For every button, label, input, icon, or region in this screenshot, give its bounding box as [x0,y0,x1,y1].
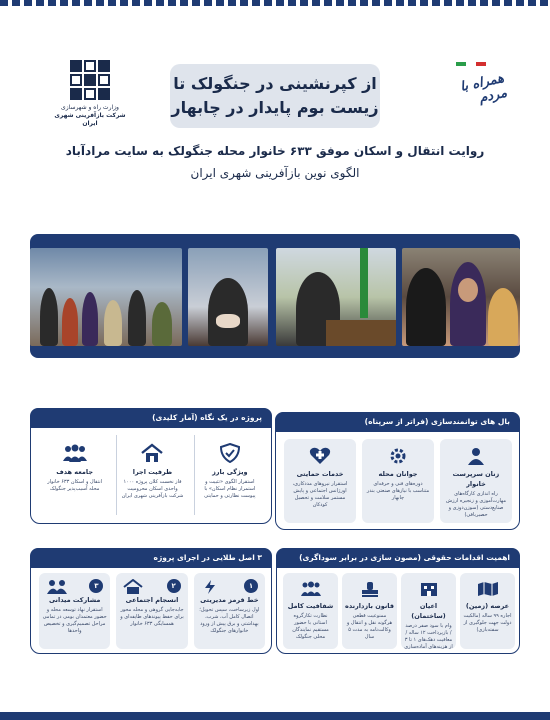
card-women [440,439,512,523]
principle-number: ۲ [167,579,181,593]
card-desc: نظارت تکارگروه استانی با حضور مستقیم نمایندگان محلی جنگولک [292,613,329,640]
subtitle [0,140,550,184]
health-icon [308,447,332,465]
card-desc: استقرار الگوی «تثبیت و استمرار نظام اسکان» با پیوست نظارتی و حمایتی [204,479,256,499]
card-transparency [283,573,338,649]
panel-principles [30,548,272,654]
photo-speaker [188,248,268,346]
shield-icon [218,443,242,463]
card-title: زنان سرپرست خانوار [452,470,500,488]
panel-legal [276,548,520,654]
header [0,52,550,132]
panel-empowerment-title: بال های توانمندسازی (فراتر از سرپناه) [275,412,520,432]
photo-women [402,248,520,346]
card-youth [362,439,434,523]
card-title: انسجام اجتماعی [125,596,179,604]
gear-icon [386,447,410,465]
woman-icon [464,447,488,465]
card-title: جامعه هدف [56,468,94,476]
brand-text: همراه با مردم [459,71,509,107]
card-desc: وام با سود صفر درصد / بازپرداخت ۱۲ ساله / معافیت دهک‌های ۱ تا ۳ از هزینه‌های آماده‌سازی [404,623,453,650]
team-icon [300,581,322,597]
map-icon [477,581,499,597]
card-desc: اجاره ۹۹ ساله (مالکیت دولت جهت جلوگیری از سفته‌بازی) [463,613,512,633]
org-name-line1: وزارت راه و شهرسازی [61,104,119,111]
house-icon [140,443,164,463]
card-building [401,573,456,649]
people-icon [61,443,89,463]
home-group-icon [123,579,143,595]
card-desc: فاز نخست کلان پروژه ۱۰۰۰ واحدی اسکان محرومیت شرکت بازآفرینی شهری ایران [121,479,184,499]
card-title: خدمات حمایتی [296,470,344,478]
card-principle-2 [116,573,187,649]
card-title: جوانان محله [378,470,418,478]
bolt-icon [201,579,219,595]
card-title: ظرفیت اجرا [132,468,173,476]
card-title: خط قرمز مدیریتی [200,596,259,604]
card-desc: انتقال و اسکان ۶۳۳ خانوار محله آسیب‌پذیر جنگولک [47,479,103,492]
card-title: قانون بازدارنده [345,602,394,610]
card-desc: ممنوعیت قطعی هرگونه نقل و انتقال و وکالت‌نامه به مدت ۵ سال [346,613,393,640]
card-title: مشارکت میدانی [48,596,101,604]
bottom-stripe [0,712,550,720]
panel-snapshot-title: پروژه در یک نگاه (آمار کلیدی) [30,408,272,428]
card-target [39,435,110,515]
card-title: عرصه (زمین) [465,602,510,610]
title-line2: زیست بوم پایدار در چابهار [171,98,379,117]
card-title: اعیان (ساختمان) [411,602,446,620]
photo-band [30,234,520,358]
card-title: شفافیت کامل [287,602,334,610]
card-title: ویژگی بارز [212,468,248,476]
photo-gathering [30,248,182,346]
brand-logo [436,62,509,112]
card-feature [194,435,265,515]
card-desc: استقرار نیروهای مددکاری، اورژانس اجتماعی و پایش مستمر سلامت و تحصیل کودکان [292,481,348,508]
card-principle-1 [194,573,265,649]
card-support [284,439,356,523]
card-desc: جابه‌جایی گروهی و محله محور برای حفظ پیوندهای طایفه‌ای و همسایگی ۶۳۳ خانوار [120,607,184,627]
panel-principles-title: ۳ اصل طلایی در اجرای پروژه [30,548,272,568]
top-stripe [0,0,550,6]
stamp-icon [359,581,381,597]
card-principle-3 [39,573,110,649]
principle-number: ۱ [244,579,258,593]
title-line1: از کپرنشینی در جنگولک تا [173,74,377,93]
panel-snapshot [30,408,272,524]
card-desc: استقرار نهاد توسعه محله و حضور معتمدان بومی در تمامی مراحل تصمیم‌گیری و تخصیص واحدها [42,607,107,634]
principle-number: ۳ [89,579,103,593]
building-icon [418,581,440,597]
title-box [170,64,380,128]
handshake-icon [46,579,68,595]
card-law [342,573,397,649]
subtitle-line1: روایت انتقال و اسکان موفق ۶۳۳ خانوار محله جنگولک به سایت مرادآباد [65,144,485,158]
card-land [460,573,515,649]
panel-empowerment [275,412,520,530]
flag-icon [456,62,486,66]
card-desc: راه اندازی کارگاه‌های مهارت‌آموزی و زنجیره ارزش صنایع‌دستی (سوزن‌دوزی و حصیربافی) [445,491,507,518]
card-capacity [116,435,187,515]
org-logo [50,60,130,127]
grid-logo-icon [70,60,110,100]
photo-official [276,248,396,346]
org-name-line2: شرکت بازآفرینی شهری ایران [54,112,126,127]
subtitle-line2: الگوی نوین بازآفرینی شهری ایران [190,166,360,180]
panel-legal-title: اهمیت اقدامات حقوقی (مصون سازی در برابر سوداگری) [276,548,520,568]
card-desc: دوره‌های فنی و حرفه‌ای متناسب با نیازهای صنعتی بندر چابهار [366,481,430,501]
card-desc: اول زیرساخت، سپس تحویل؛ اتصال کامل آب، شرب، بهداشتی و برق پیش از ورود خانوارهای جنگولک [199,607,260,634]
